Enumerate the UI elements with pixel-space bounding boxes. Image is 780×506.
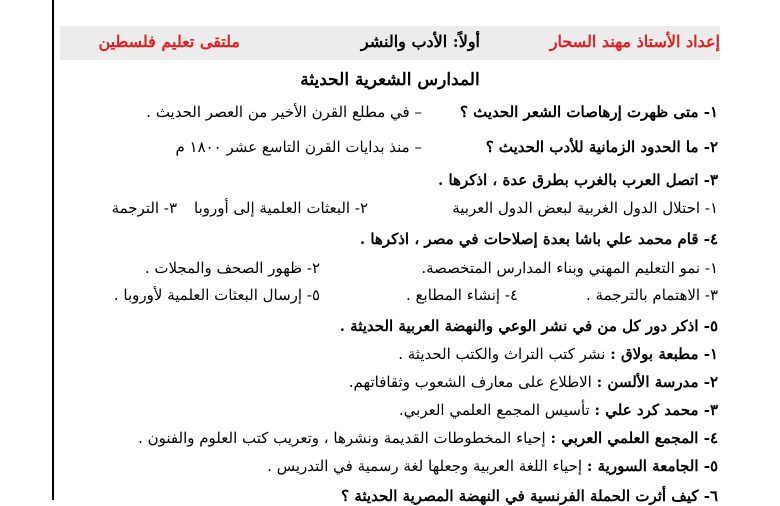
question-1: ١- متى ظهرت إرهاصات الشعر الحديث ؟ xyxy=(459,103,718,121)
q5-term: ١- مطبعة بولاق : xyxy=(610,345,718,363)
q5-item-1 xyxy=(398,344,718,364)
q3-answer-1: ١- احتلال الدول الغربية لبعض الدول العربية xyxy=(452,199,718,217)
q4-answer-2: ٢- ظهور الصحف والمجلات . xyxy=(144,259,320,277)
q3-answer-2: ٢- البعثات العلمية إلى أوروبا xyxy=(194,199,368,217)
q4-answer-3: ٣- الاهتمام بالترجمة . xyxy=(586,286,718,304)
q4-answer-4: ٤- إنشاء المطابع . xyxy=(406,286,518,304)
section-label: أولاً: الأدب والنشر xyxy=(360,32,480,51)
q5-term: ٤- المجمع العلمي العربي : xyxy=(550,429,718,447)
q5-text: تأسيس المجمع العلمي العربي. xyxy=(398,401,590,419)
q5-text: إحياء المخطوطات القديمة ونشرها ، وتعريب كتب العلوم والفنون . xyxy=(138,429,546,447)
q5-item-3 xyxy=(399,400,718,420)
q5-text: نشر كتب التراث والكتب الحديثة . xyxy=(398,345,606,363)
page-title: المدارس الشعرية الحديثة xyxy=(300,70,480,90)
q5-term: ٢- مدرسة الألسن : xyxy=(596,373,718,391)
question-3: ٣- اتصل العرب بالغرب بطرق عدة ، اذكرها . xyxy=(438,171,718,189)
author-label: إعداد الأستاذ مهند السحار xyxy=(549,32,720,51)
q4-answer-1: ١- نمو التعليم المهني وبناء المدارس المتخصصة. xyxy=(421,259,718,277)
q5-text: الاطلاع على معارف الشعوب وثقافاتهم. xyxy=(348,373,592,391)
q3-answer-3: ٣- الترجمة xyxy=(111,199,177,217)
question-6: ٦- كيف أثرت الحملة الفرنسية في النهضة المصرية الحديثة ؟ xyxy=(341,487,718,505)
q5-item-5 xyxy=(267,456,718,476)
q4-answer-5: ٥- إرسال البعثات العلمية لأوروبا . xyxy=(113,286,320,304)
site-label: ملتقى تعليم فلسطين xyxy=(98,32,240,51)
q5-item-4 xyxy=(138,428,718,448)
q5-term: ٣- محمد كرد علي : xyxy=(594,401,718,419)
q5-text: إحياء اللغة العربية وجعلها لغة رسمية في التدريس . xyxy=(267,457,583,475)
answer-2: – منذ بدايات القرن التاسع عشر ١٨٠٠ م xyxy=(175,138,422,156)
answer-1: – في مطلع القرن الأخير من العصر الحديث . xyxy=(146,103,422,121)
question-5: ٥- اذكر دور كل من في نشر الوعي والنهضة العربية الحديثة . xyxy=(339,317,718,335)
q5-item-2 xyxy=(349,372,718,392)
question-4: ٤- قام محمد علي باشا بعدة إصلاحات في مصر ، اذكرها . xyxy=(359,230,718,248)
question-2: ٢- ما الحدود الزمانية للأدب الحديث ؟ xyxy=(485,138,718,156)
q5-term: ٥- الجامعة السورية : xyxy=(586,457,718,475)
